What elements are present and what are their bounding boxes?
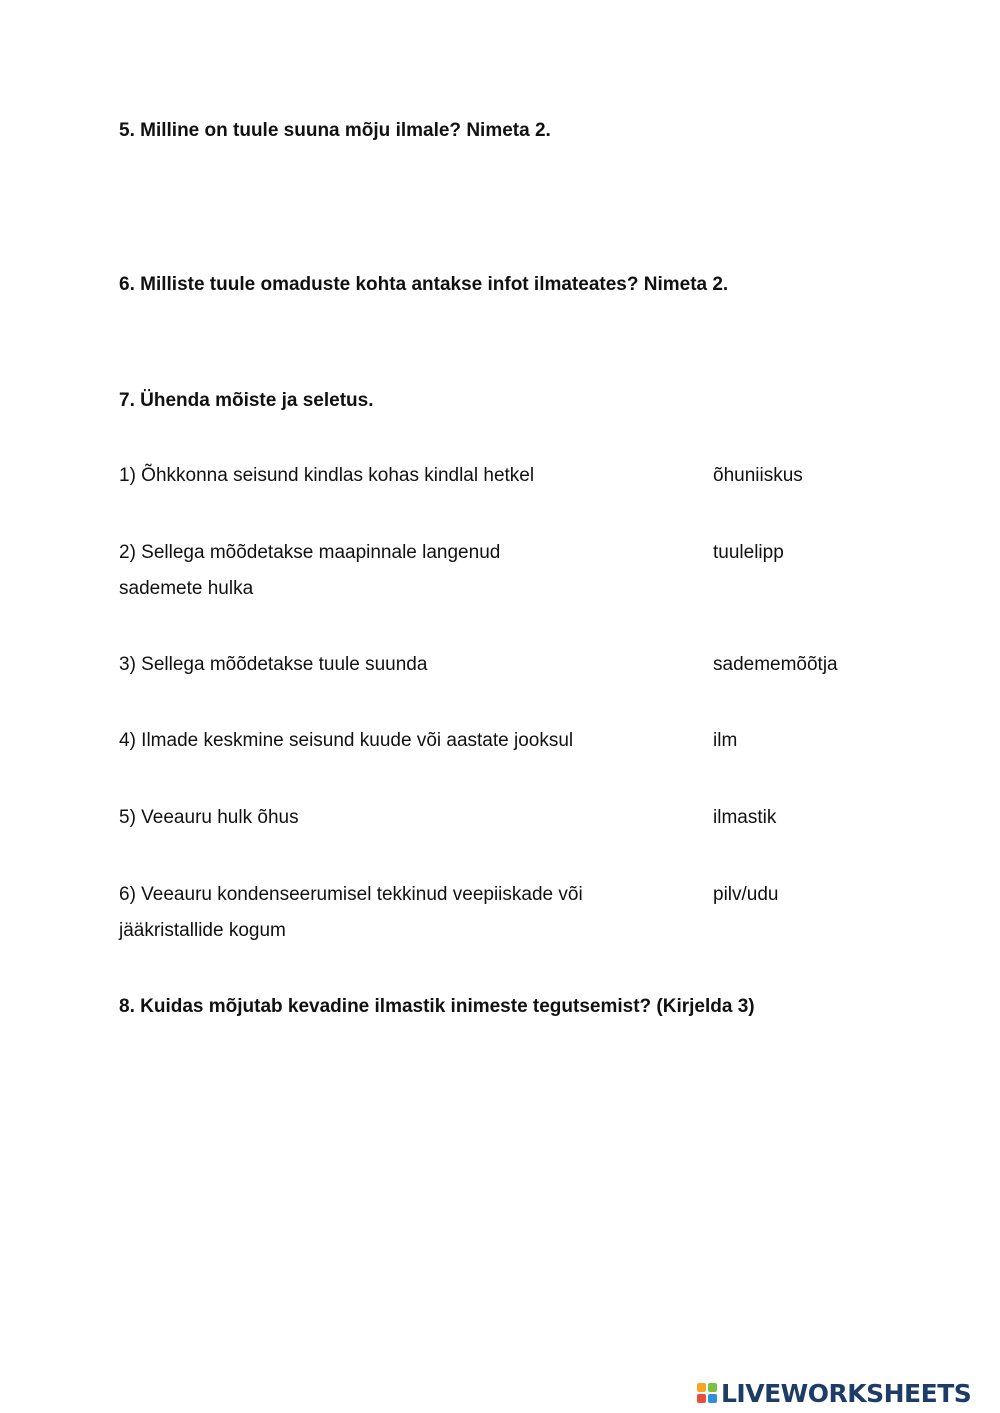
logo-text: LIVEWORKSHEETS — [721, 1378, 972, 1408]
definition-6: 6) Veeauru kondenseerumisel tekkinud veepiiskade või jääkristallide kogum — [119, 884, 583, 941]
definition-1: 1) Õhkkonna seisund kindlas kohas kindlal hetkel — [119, 465, 535, 486]
logo-mark-icon — [697, 1383, 717, 1403]
logo-square-2 — [708, 1383, 717, 1392]
logo-square-1 — [697, 1383, 706, 1392]
question-6: 6. Milliste tuule omaduste kohta antakse infot ilmateates? Nimeta 2. — [119, 274, 729, 295]
term-sadememootja: sadememõõtja — [713, 654, 838, 675]
question-8: 8. Kuidas mõjutab kevadine ilmastik inimeste tegutsemist? (Kirjelda 3) — [119, 996, 755, 1017]
definition-4: 4) Ilmade keskmine seisund kuude või aastate jooksul — [119, 730, 574, 751]
definition-3: 3) Sellega mõõdetakse tuule suunda — [119, 654, 428, 675]
definition-5: 5) Veeauru hulk õhus — [119, 807, 299, 828]
question-5: 5. Milline on tuule suuna mõju ilmale? Nimeta 2. — [119, 120, 551, 141]
term-ilmastik: ilmastik — [713, 807, 777, 828]
question-7: 7. Ühenda mõiste ja seletus. — [119, 390, 374, 411]
term-ohuniiskus: õhuniiskus — [713, 465, 803, 486]
term-pilv-udu: pilv/udu — [713, 884, 779, 905]
liveworksheets-logo — [697, 1378, 971, 1408]
definition-2: 2) Sellega mõõdetakse maapinnale langenud sademete hulka — [119, 542, 501, 599]
logo-square-4 — [708, 1394, 717, 1403]
term-ilm: ilm — [713, 730, 738, 751]
term-tuulelipp: tuulelipp — [713, 542, 784, 563]
logo-square-3 — [697, 1394, 706, 1403]
